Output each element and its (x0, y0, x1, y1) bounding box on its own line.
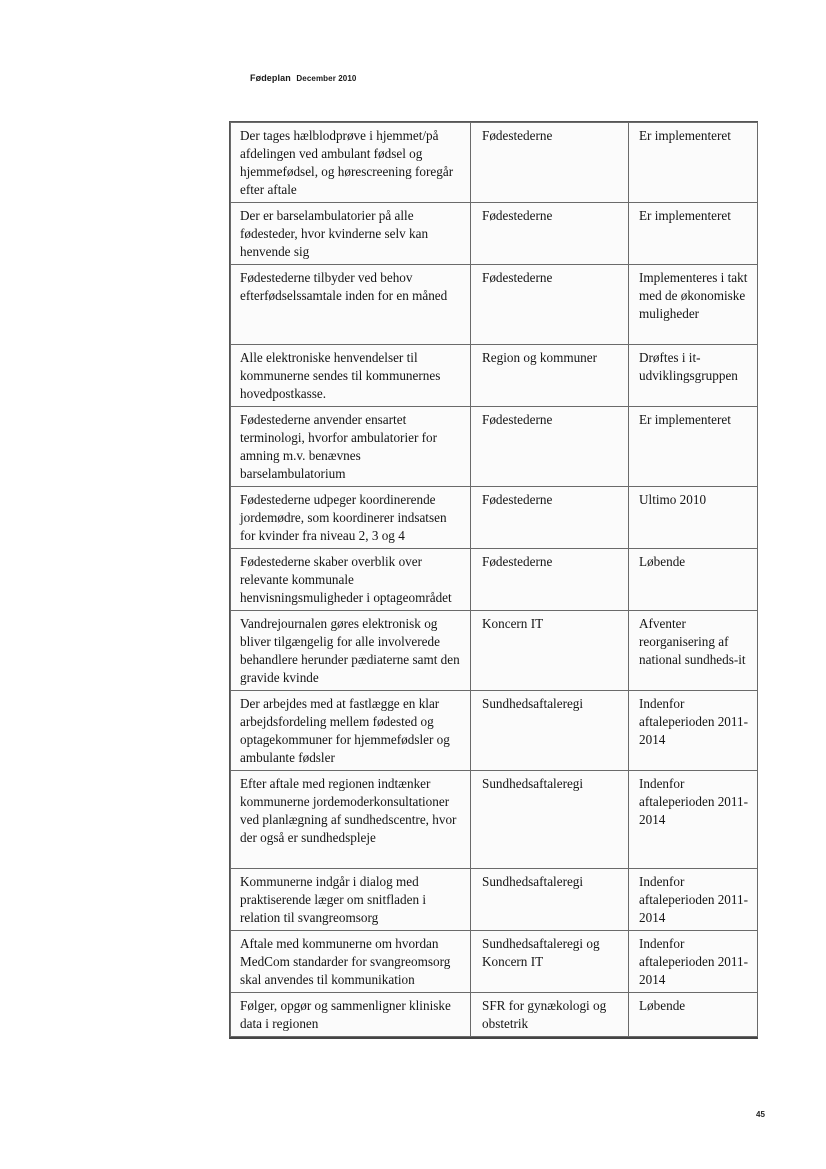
status-cell: Ultimo 2010 (629, 487, 758, 549)
responsible-cell: Fødestederne (471, 549, 629, 611)
action-cell: Fødestederne tilbyder ved behov efterfødselssamtale inden for en måned (231, 265, 471, 345)
responsible-cell: Fødestederne (471, 265, 629, 345)
table-row (231, 869, 758, 931)
responsible-cell: Sundhedsaftaleregi (471, 691, 629, 771)
action-cell: Vandrejournalen gøres elektronisk og bliver tilgængelig for alle involverede behandlere herunder pædiaterne samt den gravide kvinde (231, 611, 471, 691)
action-plan-table (229, 121, 758, 1039)
status-cell: Drøftes i it-udviklingsgruppen (629, 345, 758, 407)
action-cell: Der tages hælblodprøve i hjemmet/på afdelingen ved ambulant fødsel og hjemmefødsel, og hørescreening foregår efter aftale (231, 123, 471, 203)
status-cell: Er implementeret (629, 407, 758, 487)
responsible-cell: Fødestederne (471, 487, 629, 549)
table-row (231, 265, 758, 345)
document-title: Fødeplan (250, 73, 291, 83)
responsible-cell: Fødestederne (471, 407, 629, 487)
status-cell: Er implementeret (629, 123, 758, 203)
action-cell: Der arbejdes med at fastlægge en klar arbejdsfordeling mellem fødested og optagekommuner for hjemmefødsler og ambulante fødsler (231, 691, 471, 771)
responsible-cell: Fødestederne (471, 203, 629, 265)
table-body (231, 123, 758, 1037)
status-cell: Indenfor aftaleperioden 2011-2014 (629, 771, 758, 869)
table-row (231, 931, 758, 993)
action-cell: Aftale med kommunerne om hvordan MedCom standarder for svangreomsorg skal anvendes til kommunikation (231, 931, 471, 993)
status-cell: Løbende (629, 549, 758, 611)
responsible-cell: Sundhedsaftaleregi (471, 771, 629, 869)
status-cell: Er implementeret (629, 203, 758, 265)
responsible-cell: Fødestederne (471, 123, 629, 203)
action-cell: Fødestederne skaber overblik over relevante kommunale henvisningsmuligheder i optageområdet (231, 549, 471, 611)
table-row (231, 407, 758, 487)
action-cell: Fødestederne anvender ensartet terminologi, hvorfor ambulatorier for amning m.v. benævnes barselambulatorium (231, 407, 471, 487)
page-header (250, 73, 356, 83)
status-cell: Indenfor aftaleperioden 2011-2014 (629, 869, 758, 931)
responsible-cell: Region og kommuner (471, 345, 629, 407)
document-date: December 2010 (296, 74, 357, 83)
action-cell: Efter aftale med regionen indtænker kommunerne jordemoderkonsultationer ved planlægning af sundhedscentre, hvor der også er sundhedspleje (231, 771, 471, 869)
responsible-cell: Koncern IT (471, 611, 629, 691)
action-cell: Fødestederne udpeger koordinerende jordemødre, som koordinerer indsatsen for kvinder fra niveau 2, 3 og 4 (231, 487, 471, 549)
table-row (231, 549, 758, 611)
table-row (231, 203, 758, 265)
action-cell: Følger, opgør og sammenligner kliniske data i regionen (231, 993, 471, 1037)
table-row (231, 611, 758, 691)
action-cell: Alle elektroniske henvendelser til kommunerne sendes til kommunernes hovedpostkasse. (231, 345, 471, 407)
status-cell: Løbende (629, 993, 758, 1037)
status-cell: Indenfor aftaleperioden 2011-2014 (629, 931, 758, 993)
responsible-cell: Sundhedsaftaleregi (471, 869, 629, 931)
page-number: 45 (756, 1110, 765, 1119)
status-cell: Indenfor aftaleperioden 2011-2014 (629, 691, 758, 771)
table-row (231, 487, 758, 549)
responsible-cell: SFR for gynækologi og obstetrik (471, 993, 629, 1037)
table-row (231, 123, 758, 203)
table-row (231, 691, 758, 771)
responsible-cell: Sundhedsaftaleregi og Koncern IT (471, 931, 629, 993)
table-row (231, 993, 758, 1037)
status-cell: Implementeres i takt med de økonomiske muligheder (629, 265, 758, 345)
action-cell: Der er barselambulatorier på alle fødesteder, hvor kvinderne selv kan henvende sig (231, 203, 471, 265)
action-cell: Kommunerne indgår i dialog med praktiserende læger om snitfladen i relation til svangreomsorg (231, 869, 471, 931)
table-row (231, 771, 758, 869)
status-cell: Afventer reorganisering af national sundheds-it (629, 611, 758, 691)
table-row (231, 345, 758, 407)
